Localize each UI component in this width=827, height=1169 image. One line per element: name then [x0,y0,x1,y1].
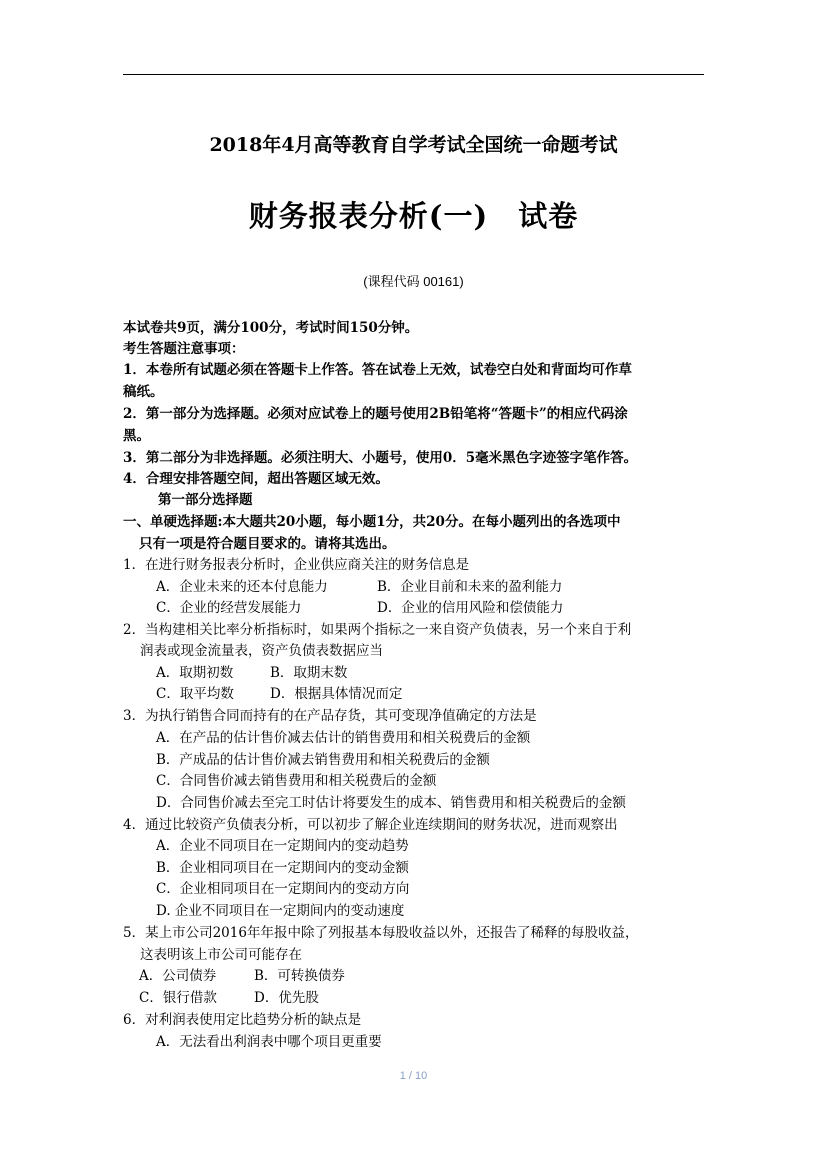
question-5-stem: 5．某上市公司2016年年报中除了列报基本每股收益以外，还报告了稀释的每股收益， [123,925,639,941]
notice-1a: 1．本卷所有试题必须在答题卡上作答。答在试卷上无效，试卷空白处和背面均可作草 [123,362,632,378]
part1-title: 第一部分选择题 [158,492,253,508]
question-6-stem: 6．对利润表使用定比趋势分析的缺点是 [123,1012,362,1028]
q1-option-b: B．企业目前和未来的盈利能力 [377,579,563,595]
intro-line: 本试卷共9页，满分100分，考试时间150分钟。 [123,320,419,336]
section-heading: 一、单硬选择题:本大题共20小题，每小题1分，共20分。在每小题列出的各选项中 [123,514,621,530]
notice-1b: 稿纸。 [123,384,164,400]
q4-option-b: B．企业相同项目在一定期间内的变动金额 [156,860,409,876]
header-rule [123,74,704,75]
q5-option-b: B．可转换债券 [254,968,345,984]
question-2-stem-cont: 润表或现金流量表，资产负债表数据应当 [140,643,383,659]
q4-option-a: A．企业不同项目在一定期间内的变动趋势 [156,838,409,854]
page-number: 1 / 10 [399,1070,428,1082]
question-5-stem-cont: 这表明该上市公司可能存在 [140,947,302,963]
q1-option-c: C．企业的经营发展能力 [156,600,302,616]
q4-option-c: C．企业相同项目在一定期间内的变动方向 [156,881,410,897]
q3-option-c: C．合同售价减去销售费用和相关税费后的金额 [156,773,437,789]
question-3-stem: 3．为执行销售合同而持有的在产品存货，其可变现净值确定的方法是 [123,708,537,724]
q6-option-a: A．无法看出利润表中哪个项目更重要 [156,1034,382,1050]
notice-3: 3．第二部分为非选择题。必须注明大、小题号，使用0．5毫米黑色字迹签字笔作答。 [123,450,638,466]
q2-option-c: C．取平均数 [156,686,234,702]
q4-option-d: D. 企业不同项目在一定期间内的变动速度 [156,903,405,919]
section-heading-cont: 只有一项是符合题目要求的。请将其选出。 [139,536,396,552]
question-4-stem: 4．通过比较资产负债表分析，可以初步了解企业连续期间的财务状况，进而观察出 [123,817,618,833]
notice-2b: 黑。 [123,428,150,444]
q3-option-a: A．在产品的估计售价减去估计的销售费用和相关税费后的金额 [156,730,531,746]
course-code: (课程代码 00161) [363,274,464,289]
q2-option-d: D．根据具体情况而定 [270,686,403,702]
notice-4: 4．合理安排答题空间，超出答题区域无效。 [123,471,389,487]
q5-option-a: A．公司债券 [139,968,217,984]
q1-option-d: D．企业的信用风险和偿债能力 [377,600,564,616]
q3-option-d: D．合同售价减去至完工时估计将要发生的成本、销售费用和相关税费后的金额 [156,795,626,811]
q1-option-a: A．企业未来的还本付息能力 [156,579,328,595]
subject-title: 财务报表分析(一) 试卷 [248,199,579,233]
q2-option-b: B．取期末数 [270,665,348,681]
q5-option-d: D．优先股 [254,990,319,1006]
q2-option-a: A．取期初数 [156,665,234,681]
notice-title: 考生答题注意事项： [123,341,245,357]
question-2-stem: 2．当构建相关比率分析指标时，如果两个指标之一来自资产负债表，另一个来自于利 [123,622,632,638]
q3-option-b: B．产成品的估计售价减去销售费用和相关税费后的金额 [156,752,490,768]
q5-option-c: C．银行借款 [139,990,217,1006]
question-1-stem: 1．在进行财务报表分析时，企业供应商关注的财务信息是 [123,557,470,573]
notice-2a: 2．第一部分为选择题。必须对应试卷上的题号使用2B铅笔将“答题卡”的相应代码涂 [123,406,628,422]
exam-title: 2018年4月高等教育自学考试全国统一命题考试 [209,134,618,156]
